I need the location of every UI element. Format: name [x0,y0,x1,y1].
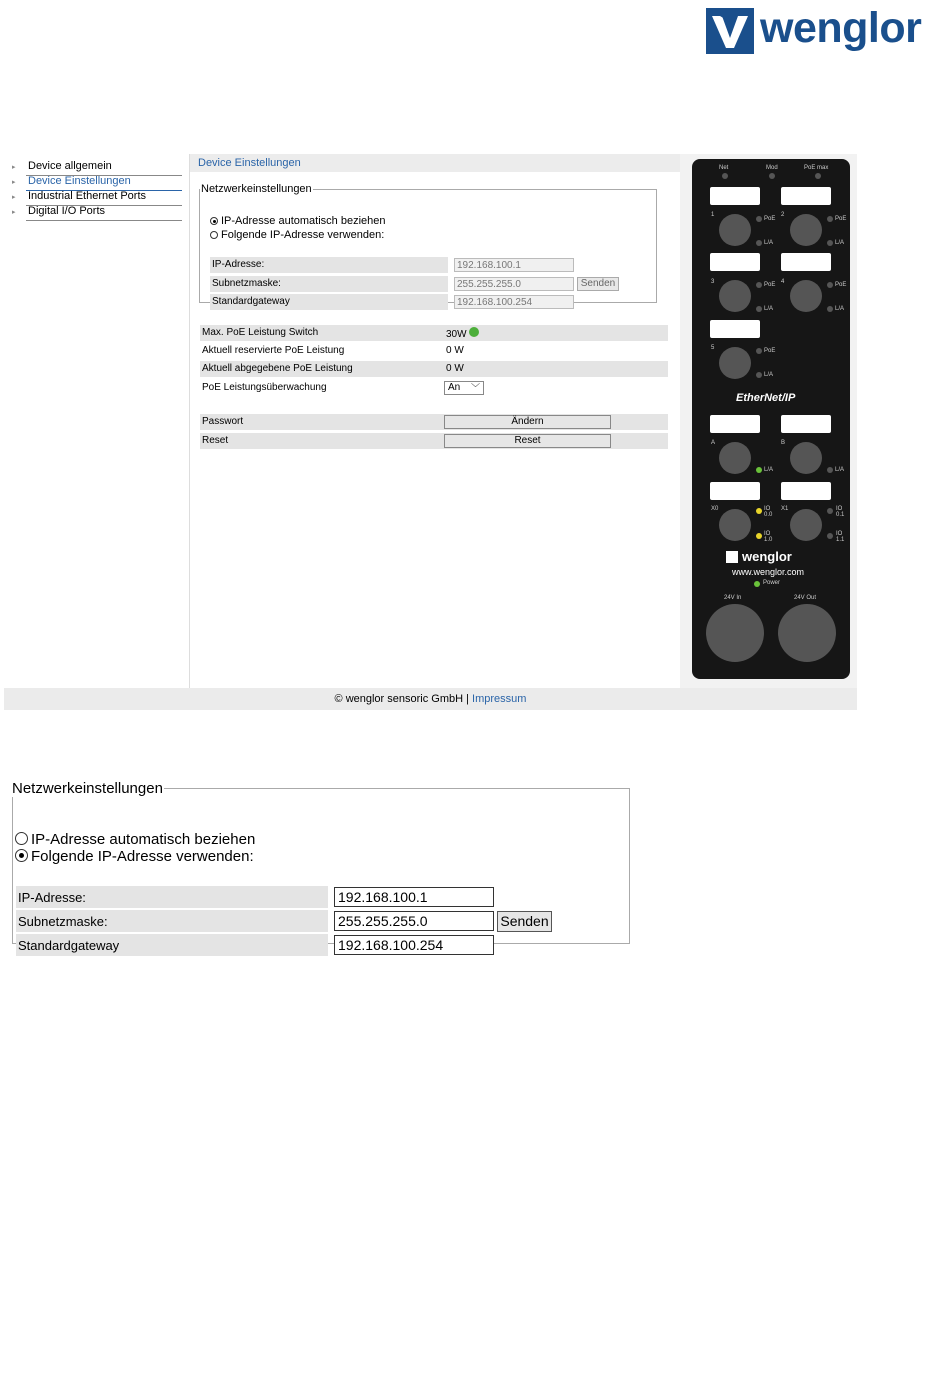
footer-copyright: © wenglor sensoric GmbH | [334,693,469,705]
sidebar-item-label: Device Einstellungen [28,175,131,187]
port-5-number: 5 [711,345,715,351]
status-led-icon [469,327,479,337]
sidebar-item-label: Device allgemein [28,160,112,172]
chevron-right-icon: ▸ [12,209,16,216]
radio-button-checked[interactable] [210,217,218,225]
poe-reserved-label: Aktuell reservierte PoE Leistung [202,345,345,356]
poe-monitor-label: PoE Leistungsüberwachung [202,382,327,393]
la-label: L/A [764,467,774,473]
ip-address-label: IP-Adresse: [16,886,328,908]
la-label: L/A [764,306,774,312]
subnet-mask-input[interactable]: 255.255.255.0 [454,277,574,291]
io-1-1-led-icon [827,533,833,539]
change-password-button[interactable]: Ändern [444,415,611,429]
io-1-0-led-icon [756,533,762,539]
port-4-poe-led-icon [827,282,833,288]
port-1-connector-icon [719,214,751,246]
ip-address-label: IP-Adresse: [210,257,448,273]
port-4-number: 4 [781,279,785,285]
port-x1-label-plate [781,482,831,500]
radio-ip-auto[interactable] [210,215,385,227]
port-1-label-plate [710,187,760,205]
port-x0-label: X0 [711,506,719,512]
gateway-row-zoom [16,934,628,956]
port-5-connector-icon [719,347,751,379]
poe-max-value [446,327,479,340]
power-led-icon [754,581,760,587]
network-settings-fieldset [199,183,657,308]
io-1-1-label: IO 1.1 [836,531,845,543]
radio-button[interactable] [210,231,218,239]
sidebar-nav [4,154,190,688]
chevron-right-icon: ▸ [12,194,16,201]
footer [4,688,857,710]
poe-label: PoE [764,216,776,222]
mod-led-icon [769,173,775,179]
radio-label: IP-Adresse automatisch beziehen [221,215,386,227]
poe-max-row [200,325,668,341]
port-b-label-plate [781,415,831,433]
poe-monitor-selected: An [448,382,461,393]
port-3-connector-icon [719,280,751,312]
network-settings-legend: Netzwerkeinstellungen [201,183,312,195]
port-a-label-plate [710,415,760,433]
send-button[interactable]: Senden [577,277,619,291]
device-panel [680,154,857,688]
sidebar-item-device-einstellungen[interactable] [12,175,182,189]
port-b-letter: B [781,440,786,446]
radio-button[interactable] [15,832,28,845]
wenglor-logo [706,4,948,56]
poe-delivered-row [200,361,668,377]
io-0-0-label: IO 0.0 [764,506,773,518]
port-3-label-plate [710,253,760,271]
chevron-right-icon: ▸ [12,164,16,171]
sidebar-item-label: Industrial Ethernet Ports [28,190,147,202]
power-label: Power [763,580,781,586]
gateway-input[interactable]: 192.168.100.254 [334,935,494,955]
device-brand: wenglor [742,549,792,564]
power-out-connector-icon [778,604,836,662]
device-body [692,159,850,679]
poe-max-led-icon [815,173,821,179]
wenglor-logo-mark-icon [706,8,754,54]
net-led-icon [722,173,728,179]
io-0-1-label: IO 0.1 [836,506,845,518]
port-b-connector-icon [790,442,822,474]
wenglor-mark-icon [726,551,738,563]
port-1-la-led-icon [756,240,762,246]
subnet-mask-input[interactable]: 255.255.255.0 [334,911,494,931]
poe-reserved-row [200,343,668,359]
port-2-label-plate [781,187,831,205]
network-settings-zoom-fieldset [12,780,630,953]
page-title: Device Einstellungen [198,157,301,169]
poe-label: PoE [764,348,776,354]
reset-label: Reset [202,435,229,446]
device-url: www.wenglor.com [732,567,805,577]
io-1-0-label: IO 1.0 [764,531,773,543]
la-label: L/A [764,372,774,378]
io-0-1-led-icon [827,508,833,514]
port-2-connector-icon [790,214,822,246]
poe-monitor-select[interactable] [444,381,484,395]
radio-ip-auto-zoom[interactable] [15,831,255,848]
port-a-la-led-icon [756,467,762,473]
poe-monitor-row [200,380,668,396]
radio-button-checked[interactable] [15,849,28,862]
network-settings-zoom-legend: Netzwerkeinstellungen [12,780,163,797]
reset-button[interactable]: Reset [444,434,611,448]
power-in-connector-icon [706,604,764,662]
password-row [200,414,668,430]
poe-reserved-value: 0 W [446,345,464,356]
port-3-la-led-icon [756,306,762,312]
port-4-label-plate [781,253,831,271]
sidebar-item-industrial-ethernet-ports[interactable] [12,190,182,204]
poe-delivered-label: Aktuell abgegebene PoE Leistung [202,363,353,374]
port-x0-connector-icon [719,509,751,541]
power-out-label: 24V Out [794,595,817,601]
port-2-poe-led-icon [827,216,833,222]
main-content [190,154,680,688]
chevron-down-icon: ﹀ [470,383,480,393]
subnet-mask-label: Subnetzmaske: [210,276,448,292]
port-4-la-led-icon [827,306,833,312]
port-5-la-led-icon [756,372,762,378]
sidebar-item-digital-io-ports[interactable] [12,205,182,219]
port-a-connector-icon [719,442,751,474]
ethernetip-label: EtherNet/IP [736,392,796,404]
device-web-ui-screenshot [4,154,857,710]
ip-address-input[interactable]: 192.168.100.1 [454,258,574,272]
port-5-label-plate [710,320,760,338]
password-label: Passwort [202,416,244,427]
port-1-poe-led-icon [756,216,762,222]
port-3-number: 3 [711,279,715,285]
port-a-letter: A [711,440,716,446]
port-x0-label-plate [710,482,760,500]
port-3-poe-led-icon [756,282,762,288]
la-label: L/A [764,240,774,246]
sidebar-item-device-allgemein[interactable] [12,160,182,174]
main-header [190,154,680,172]
gateway-label: Standardgateway [16,934,328,956]
ip-address-row [210,257,665,273]
gateway-input[interactable]: 192.168.100.254 [454,295,574,309]
la-label: L/A [835,467,845,473]
wenglor-logo-text: wenglor [760,4,922,52]
poe-label: PoE [835,282,847,288]
power-in-label: 24V In [724,595,742,601]
io-0-0-led-icon [756,508,762,514]
port-x1-connector-icon [790,509,822,541]
port-x1-label: X1 [781,506,789,512]
chevron-right-icon: ▸ [12,179,16,186]
port-4-connector-icon [790,280,822,312]
radio-label: Folgende IP-Adresse verwenden: [31,848,254,865]
ip-address-row-zoom [16,886,628,908]
radio-ip-manual[interactable] [210,229,384,241]
port-5-poe-led-icon [756,348,762,354]
port-b-la-led-icon [827,467,833,473]
impressum-link[interactable]: Impressum [472,693,527,705]
port-1-number: 1 [711,212,715,218]
gateway-label: Standardgateway [210,294,448,310]
poe-label: PoE [764,282,776,288]
sidebar-item-label: Digital I/O Ports [28,205,106,217]
port-2-number: 2 [781,212,785,218]
radio-ip-manual-zoom[interactable] [15,848,254,865]
led-label-mod: Mod [766,165,778,171]
radio-label: IP-Adresse automatisch beziehen [31,831,256,848]
led-label-poe-max: PoE max [804,165,829,171]
gateway-row [210,294,665,310]
subnet-mask-label: Subnetzmaske: [16,910,328,932]
reset-row [200,433,668,449]
poe-max-label: Max. PoE Leistung Switch [202,327,319,338]
led-label-net: Net [719,165,729,171]
poe-max-value-text: 30W [446,329,467,340]
send-button[interactable]: Senden [497,911,552,932]
subnet-mask-row [210,276,665,292]
poe-delivered-value: 0 W [446,363,464,374]
la-label: L/A [835,306,845,312]
port-2-la-led-icon [827,240,833,246]
ip-address-input[interactable]: 192.168.100.1 [334,887,494,907]
subnet-mask-row-zoom [16,910,628,932]
la-label: L/A [835,240,845,246]
poe-label: PoE [835,216,847,222]
radio-label: Folgende IP-Adresse verwenden: [221,229,385,241]
